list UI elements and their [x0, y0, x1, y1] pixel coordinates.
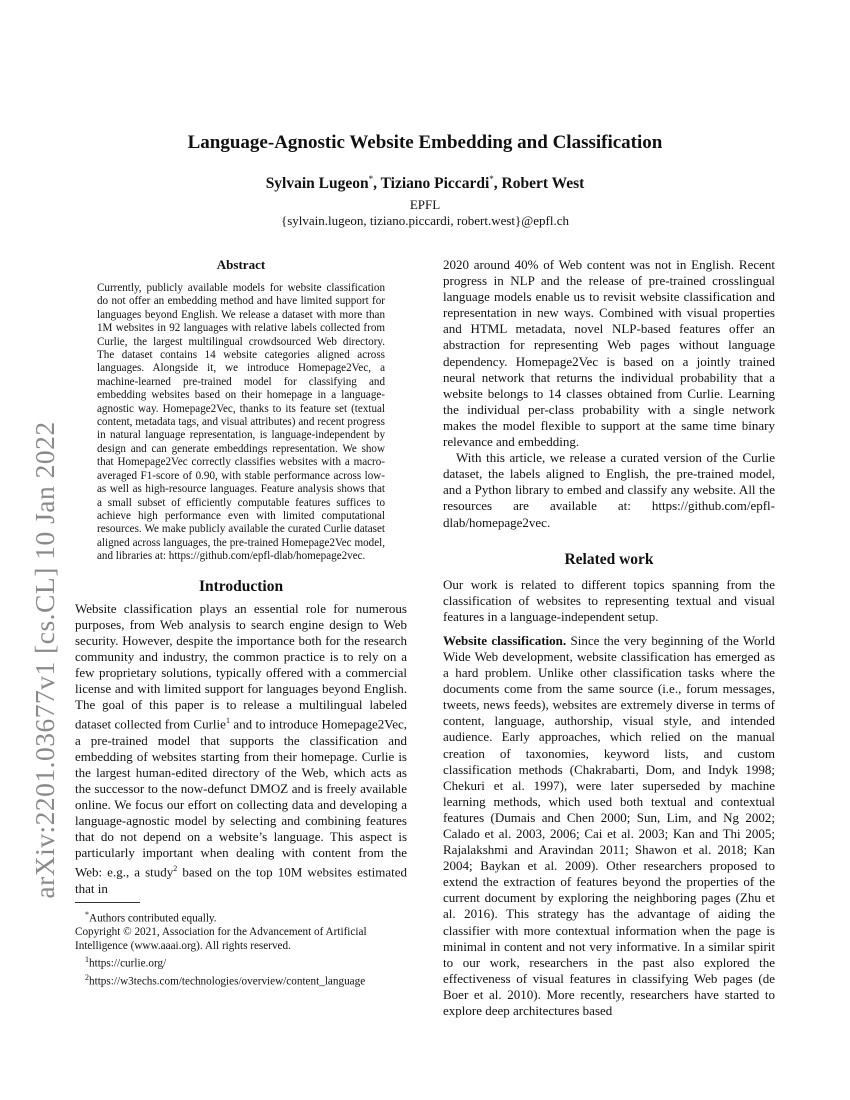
introduction-paragraph: [75, 601, 407, 897]
footnote-mark: *: [85, 910, 89, 919]
author-list: Sylvain Lugeon*, Tiziano Piccardi*, Robert West: [265, 174, 585, 193]
intro-text-part: based on the top 10M websites estimated that in: [75, 864, 407, 896]
intro-text-part: and to introduce Homepage2Vec, a pre-trained model that supports the classification and embedding of websites starting from their homepage. Curlie is the largest human-edited directory of the Web, which acts as the successor to the now-defunct DMOZ and is freely available online. We focus our effort on collecting data and developing a language-agnostic model by selecting and combining features that do not depend on a website’s language. This aspect is particularly important when dealing with content from the Web: e.g., a study: [75, 716, 407, 880]
footnote-rule: [75, 902, 140, 903]
footnotes: [75, 902, 407, 989]
footnote-equal-contribution: [75, 908, 407, 926]
author-mark: *: [489, 174, 494, 184]
author-name: Sylvain Lugeon: [265, 175, 369, 193]
footnote-link[interactable]: https://curlie.org/: [89, 957, 167, 970]
intro-text-part: Website classification plays an essential role for numerous purposes, from Web analysis to search engine design to Web security. However, despite the importance both for the research community and industry, the common practice is to rely on a few proprietary solutions, typically offered with a commercial license and with limited support for languages beyond English. The goal of this paper is to release a multilingual labeled dataset collected from Curlie: [75, 600, 407, 732]
right-column: [443, 257, 775, 1019]
introduction-heading: Introduction: [198, 577, 284, 595]
footnote-mark: 2: [85, 973, 89, 983]
author-name: Tiziano Piccardi: [380, 175, 490, 193]
arxiv-identifier[interactable]: arXiv:2201.03677v1 [cs.CL] 10 Jan 2022: [29, 421, 60, 899]
related-work-intro: Our work is related to different topics spanning from the classification of websites to representing textual and visual features in a language-independent setup.: [443, 576, 775, 624]
footnote-ref-1[interactable]: 1: [225, 716, 230, 726]
affiliation: [0, 197, 850, 229]
author-emails: {sylvain.lugeon, tiziano.piccardi, robert.west}@epfl.ch: [281, 213, 569, 228]
author-mark: *: [368, 174, 374, 184]
website-classification-paragraph: [443, 633, 775, 1019]
resources-paragraph: With this article, we release a curated version of the Curlie dataset, the labels aligned to English, the pre-trained model, and a Python library to embed and classify any website. All the resources are available at: https://github.com/epfl-dlab/homepage2vec.: [443, 450, 775, 530]
related-work-heading: Related work: [564, 550, 654, 568]
footnote-ref-2[interactable]: 2: [173, 864, 178, 874]
paper-title: Language-Agnostic Website Embedding and Classification: [187, 132, 663, 153]
run-in-heading: Website classification.: [443, 632, 567, 648]
abstract-heading: Abstract: [216, 257, 266, 272]
footnote-mark: 1: [85, 954, 89, 964]
intro-continuation-paragraph: 2020 around 40% of Web content was not in English. Recent progress in NLP and the release of pre-trained crosslingual language models enable us to revisit website classification and representation in new ways. Combined with visual properties and HTML metadata, novel NLP-based features offer an abstraction for representing Web pages without language dependency. Homepage2Vec is based on a jointly trained neural network that returns the individual probability that a website belongs to 14 classes obtained from Curlie. Learning the individual per-class probability with a single network makes the model flexible to support at the same time binary relevance and embedding.: [443, 257, 775, 450]
footnote-2: [75, 971, 407, 989]
footnote-link[interactable]: https://w3techs.com/technologies/overview/content_language: [89, 975, 366, 988]
left-column: [75, 257, 407, 897]
author-name: Robert West: [501, 175, 585, 193]
paragraph-text: Since the very beginning of the World Wide Web development, website classification has emerged as a hard problem. Unlike other classification tasks where the documents come from the same source (i.e., forum messages, tweets, news feeds), websites are extremely diverse in terms of content, language, authorship, visual style, and intended audience. Early approaches, which relied on the manual creation of taxonomies, keyword lists, and custom classification methods (Chakrabarti, Dom, and Indyk 1998; Chekuri et al. 1997), were later superseded by machine learning methods, which used both textual and contextual features (Dumais and Chen 2000; Sun, Lim, and Ng 2002; Calado et al. 2003, 2006; Cai et al. 2003; Kan and Thi 2005; Rajalakshmi and Aravindan 2011; Shawon et al. 2018; Kan 2004; Baykan et al. 2009). Other researchers proposed to extend the extraction of features beyond the properties of the current document by exploring the neighboring pages (Zhu et al. 2016). This strategy has the advantage of aiding the classifier with more contextual information when the page is minimal in content and not very informative. In a similar spirit to our work, researchers in the past also explored the effectiveness of visual features in classifying Web pages (de Boer et al. 2010). More recently, researchers have started to explore deep architectures based: [443, 632, 775, 1019]
footnote-1: [75, 953, 407, 971]
footnote-text: Authors contributed equally.: [89, 912, 217, 925]
institution: EPFL: [409, 197, 441, 212]
copyright-notice: Copyright © 2021, Association for the Advancement of Artificial Intelligence (www.aaai.org). All rights reserved.: [75, 926, 367, 952]
abstract-text: Currently, publicly available models for website classification do not offer an embedding method and have limited support for languages beyond English. We release a dataset with more than 1M websites in 92 languages with relative labels collected from Curlie, the largest multilingual crowdsourced Web directory. The dataset contains 14 website categories aligned across languages. Alongside it, we introduce Homepage2Vec, a machine-learned pre-trained model for classifying and embedding websites based on their homepage in a language-agnostic way. Homepage2Vec, thanks to its feature set (textual content, metadata tags, and visual attributes) and recent progress in natural language representation, is language-independent by design and can generate embeddings representation. We show that Homepage2Vec correctly classifies websites with a macro-averaged F1-score of 0.90, with stable performance across low- as well as high-resource languages. Feature analysis shows that a small subset of efficiently computable features suffices to achieve high performance even with limited computational resources. We make publicly available the curated Curlie dataset aligned across languages, the pre-trained Homepage2Vec model, and libraries at: https://github.com/epfl-dlab/homepage2vec.: [97, 282, 385, 563]
